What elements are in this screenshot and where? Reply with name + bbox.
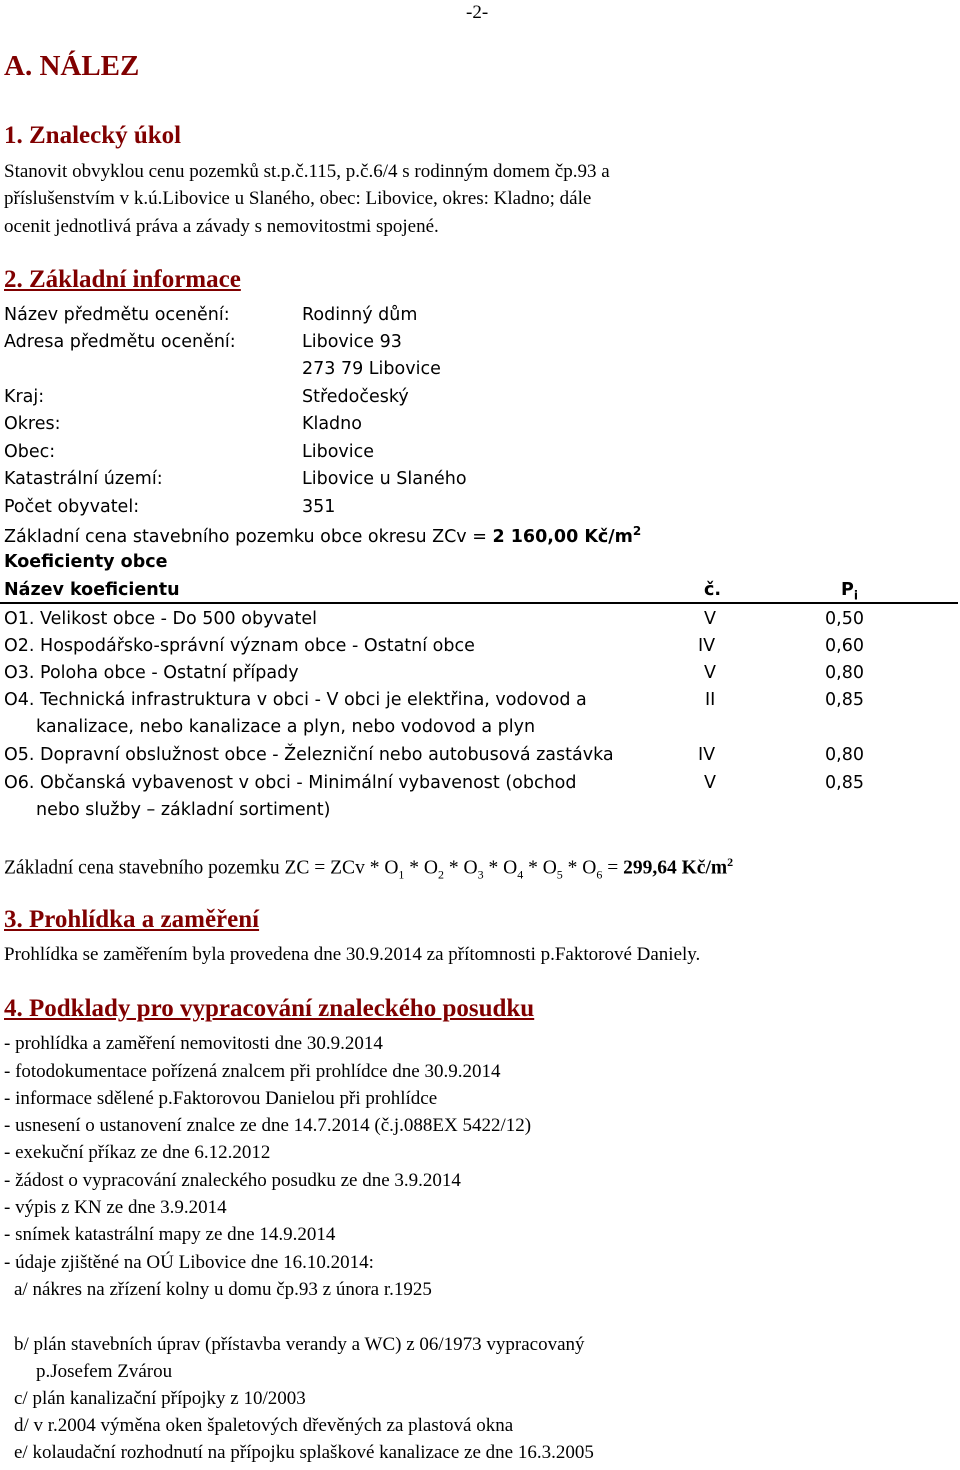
coef-row-class: IV bbox=[698, 745, 716, 765]
section-3-title: 3. Prohlídka a zaměření bbox=[4, 906, 260, 933]
info-value: 273 79 Libovice bbox=[302, 359, 441, 379]
task-line-1: Stanovit obvyklou cenu pozemků st.p.č.115, p.č.6/4 s rodinným domem čp.93 a bbox=[4, 161, 610, 182]
doc-item: - informace sdělené p.Faktorovou Danielou při prohlídce bbox=[4, 1088, 438, 1109]
main-heading: A. NÁLEZ bbox=[4, 50, 140, 82]
info-label: Název předmětu ocenění: bbox=[4, 305, 230, 325]
doc-subitem: d/ v r.2004 výměna oken špaletových dřevěných za plastová okna bbox=[14, 1415, 514, 1436]
coef-row-class: V bbox=[704, 773, 716, 793]
base-price-text: Základní cena stavebního pozemku obce okresu ZCv = bbox=[4, 526, 493, 547]
info-label: Počet obyvatel: bbox=[4, 497, 140, 517]
table-header-p: $P_i$ bbox=[841, 580, 858, 603]
task-line-2: příslušenstvím v k.ú.Libovice u Slaného, obec: Libovice, okres: Kladno; dále bbox=[4, 188, 592, 209]
coef-row-name-cont: kanalizace, nebo kanalizace a plyn, nebo vodovod a plyn bbox=[36, 717, 536, 737]
info-label: Katastrální území: bbox=[4, 469, 163, 489]
info-label: Adresa předmětu ocenění: bbox=[4, 332, 236, 352]
doc-item: - žádost o vypracování znaleckého posudku ze dne 3.9.2014 bbox=[4, 1170, 461, 1191]
coef-row-class: V bbox=[704, 609, 716, 629]
doc-subitem: a/ nákres na zřízení kolny u domu čp.93 z února r.1925 bbox=[14, 1279, 432, 1300]
info-value: Kladno bbox=[302, 414, 362, 434]
doc-subitem-cont: p.Josefem Zvárou bbox=[36, 1361, 173, 1382]
doc-item: - usnesení o ustanovení znalce ze dne 14.7.2014 (č.j.088EX 5422/12) bbox=[4, 1115, 532, 1136]
section-2-title: 2. Základní informace bbox=[4, 266, 241, 293]
coef-row-class: V bbox=[704, 663, 716, 683]
doc-subitem: c/ plán kanalizační přípojky z 10/2003 bbox=[14, 1388, 306, 1409]
base-price-value: 2 160,00 Kč/m bbox=[492, 526, 633, 547]
coef-row-value: 0,50 bbox=[825, 609, 864, 629]
info-value: Libovice bbox=[302, 442, 375, 462]
coef-row-name: O5. Dopravní obslužnost obce - Železniční nebo autobusová zastávka bbox=[4, 745, 614, 765]
coef-row-name: O3. Poloha obce - Ostatní případy bbox=[4, 663, 299, 683]
coef-row-name: O1. Velikost obce - Do 500 obyvatel bbox=[4, 609, 317, 629]
doc-item: - prohlídka a zaměření nemovitosti dne 30.9.2014 bbox=[4, 1033, 383, 1054]
coef-row-name: O2. Hospodářsko-správní význam obce - Ostatní obce bbox=[4, 636, 475, 656]
doc-item: - údaje zjištěné na OÚ Libovice dne 16.10.2014: bbox=[4, 1252, 374, 1273]
coef-row-class: IV bbox=[698, 636, 716, 656]
info-label: Obec: bbox=[4, 442, 56, 462]
coef-row-name: O4. Technická infrastruktura v obci - V obci je elektřina, vodovod a bbox=[4, 690, 587, 710]
coefficients-title: Koeficienty obce bbox=[4, 552, 168, 572]
coef-row-value: 0,85 bbox=[825, 690, 864, 710]
doc-item: - exekuční příkaz ze dne 6.12.2012 bbox=[4, 1142, 271, 1163]
zc-formula: Základní cena stavebního pozemku ZC = ZCv * $O_1 * O_2 * O_3 * O_4 * O_5 * O_6 = 299,64$ $Kč/m^2$ bbox=[4, 855, 734, 882]
base-price-unit-sup: 2 bbox=[632, 524, 642, 538]
base-price-line bbox=[4, 524, 641, 547]
coef-row-value: 0,85 bbox=[825, 773, 864, 793]
info-value: 351 bbox=[302, 497, 336, 517]
zc-result: 299,64 Kč/m bbox=[623, 857, 728, 879]
task-line-3: ocenit jednotlivá práva a závady s nemovitostmi spojené. bbox=[4, 216, 439, 237]
coef-row-name: O6. Občanská vybavenost v obci - Minimální vybavenost (obchod bbox=[4, 773, 577, 793]
section-1-title: 1. Znalecký úkol bbox=[4, 122, 182, 149]
table-header-name: Název koeficientu bbox=[4, 580, 180, 600]
info-label: Kraj: bbox=[4, 387, 45, 407]
doc-subitem: e/ kolaudační rozhodnutí na přípojku splaškové kanalizace ze dne 16.3.2005 bbox=[14, 1442, 594, 1463]
inspection-text: Prohlídka se zaměřením byla provedena dne 30.9.2014 za přítomnosti p.Faktorové Daniely. bbox=[4, 944, 701, 965]
coef-row-name-cont: nebo služby – základní sortiment) bbox=[36, 800, 331, 820]
doc-item: - fotodokumentace pořízená znalcem při prohlídce dne 30.9.2014 bbox=[4, 1061, 501, 1082]
info-value: Libovice u Slaného bbox=[302, 469, 467, 489]
coef-row-value: 0,80 bbox=[825, 663, 864, 683]
coef-row-value: 0,80 bbox=[825, 745, 864, 765]
doc-subitem: b/ plán stavebních úprav (přístavba verandy a WC) z 06/1973 vypracovaný bbox=[14, 1334, 585, 1355]
info-value: Středočeský bbox=[302, 387, 409, 407]
coef-row-class: II bbox=[705, 690, 716, 710]
info-value: Libovice 93 bbox=[302, 332, 402, 352]
section-4-title: 4. Podklady pro vypracování znaleckého posudku bbox=[4, 995, 535, 1022]
page-number: -2- bbox=[466, 2, 489, 23]
table-header-rule bbox=[0, 602, 958, 604]
info-label: Okres: bbox=[4, 414, 61, 434]
coef-row-value: 0,60 bbox=[825, 636, 864, 656]
doc-item: - výpis z KN ze dne 3.9.2014 bbox=[4, 1197, 227, 1218]
table-header-class: č. bbox=[704, 580, 722, 600]
doc-item: - snímek katastrální mapy ze dne 14.9.2014 bbox=[4, 1224, 336, 1245]
info-value: Rodinný dům bbox=[302, 305, 418, 325]
